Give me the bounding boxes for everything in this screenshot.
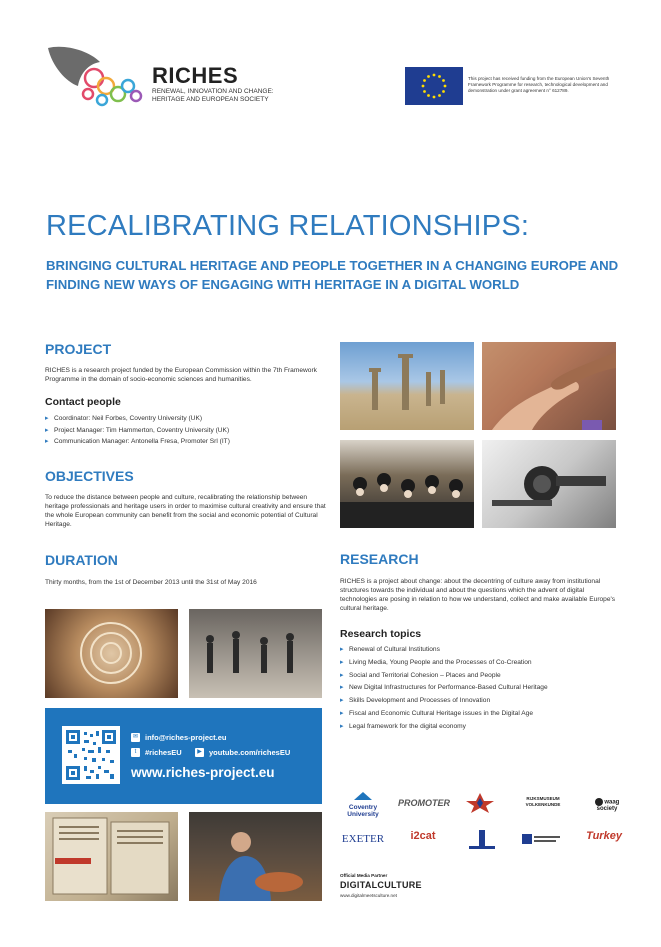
partner-tower-logo — [458, 828, 506, 852]
partner-institute-logo — [516, 834, 568, 848]
objectives-heading: OBJECTIVES — [45, 468, 134, 484]
promoter-logo: PROMOTER — [398, 798, 451, 808]
contact-list — [45, 413, 330, 448]
list-item: ▸ Project Manager: Tim Hammerton, Coventry University (UK) — [45, 425, 330, 437]
list-item: ▸ Social and Territorial Cohesion – Places and People — [340, 670, 622, 683]
eu-flag-icon — [405, 67, 463, 105]
partner-star-logo — [460, 792, 500, 816]
list-item: ▸ Skills Development and Processes of Innovation — [340, 695, 622, 708]
brand-tagline-2: HERITAGE AND EUROPEAN SOCIETY — [152, 96, 269, 103]
list-item: ▸ Fiscal and Economic Cultural Heritage issues in the Digital Age — [340, 708, 622, 721]
twitter-link[interactable]: #richesEU — [145, 748, 182, 757]
photo-ruins — [340, 342, 474, 430]
i2cat-logo: i2cat — [410, 830, 436, 842]
main-title: RECALIBRATING RELATIONSHIPS: — [46, 210, 530, 242]
media-partner-label: Official Media Partner — [340, 873, 388, 878]
photo-hands — [482, 342, 616, 430]
photo-ornament — [45, 609, 178, 698]
youtube-icon: ▶ — [195, 748, 204, 757]
photo-camera-rig — [482, 440, 616, 528]
contact-box — [45, 708, 322, 804]
brand-name: RICHES — [152, 63, 239, 88]
list-item: ▸ Coordinator: Neil Forbes, Coventry University (UK) — [45, 413, 330, 425]
duration-text: Thirty months, from the 1st of December 2013 until the 31st of May 2016 — [45, 579, 257, 586]
research-topics-list — [340, 644, 622, 734]
photo-dancers — [189, 609, 322, 698]
rijksmuseum-logo: RIJKSMUSEUM VOLKENKUNDE — [525, 796, 561, 807]
contact-heading: Contact people — [45, 396, 121, 408]
email-link[interactable]: info@riches-project.eu — [145, 733, 227, 742]
media-partner-url: www.digitalmeetsculture.net — [340, 893, 397, 898]
twitter-icon: t — [131, 748, 140, 757]
photo-craftsman — [189, 812, 322, 901]
email-icon: ✉ — [132, 734, 139, 740]
project-text: RICHES is a research project funded by the European Commission within the 7th Framework Programme in the domain of socio-economic sciences and humanities. — [45, 367, 317, 383]
duration-heading: DURATION — [45, 552, 118, 568]
photo-documents — [45, 812, 178, 901]
list-item: ▸ Legal framework for the digital economy — [340, 721, 622, 734]
brand-tagline-1: RENEWAL, INNOVATION AND CHANGE: — [152, 88, 274, 95]
research-heading: RESEARCH — [340, 551, 419, 567]
list-item: ▸ New Digital Infrastructures for Performance-Based Cultural Heritage — [340, 682, 622, 695]
project-heading: PROJECT — [45, 341, 112, 357]
subtitle: BRINGING CULTURAL HERITAGE AND PEOPLE TOGETHER IN A CHANGING EUROPE AND FINDING NEW WAYS OF ENGAGING WITH HERITAGE IN A DIGITAL WORLD — [46, 258, 619, 292]
coventry-logo: Coventry University — [340, 790, 386, 818]
list-item: ▸ Living Media, Young People and the Processes of Co-Creation — [340, 657, 622, 670]
list-item: ▸ Communication Manager: Antonella Fresa, Promoter Srl (IT) — [45, 436, 330, 448]
qr-code-icon[interactable] — [62, 726, 120, 784]
website-link[interactable]: www.riches-project.eu — [131, 765, 275, 780]
waag-logo: waag society — [596, 799, 620, 812]
photo-marching-band — [340, 440, 474, 528]
media-partner-name: DIGITALCULTURE — [340, 880, 422, 890]
riches-logo-icon — [44, 42, 148, 110]
research-topics-heading: Research topics — [340, 628, 422, 640]
brand-block — [152, 64, 274, 104]
list-item: ▸ Renewal of Cultural Institutions — [340, 644, 622, 657]
exeter-logo: EXETER — [341, 833, 385, 845]
youtube-link[interactable]: youtube.com/richesEU — [209, 748, 291, 757]
turkey-logo: Turkey — [586, 830, 622, 842]
objectives-text: To reduce the distance between people and culture, recalibrating the relationship between heritage professionals and heritage users in order to maximise cultural creativity and ensure that the whole European community can benefit from the social and economic potential of Cultural Heritage. — [45, 494, 326, 528]
research-text: RICHES is a project about change: about the decentring of culture away from institutional structures towards the individual and about the questions which the advent of digital technologies are posing in relation to how we understand, collect and make available Europe's cultural heritage. — [340, 578, 616, 612]
eu-funding-text: This project has received funding from the European Union's Seventh Framework Programme for research, technological development and demonstration under grant agreement n° 612789. — [468, 76, 610, 93]
